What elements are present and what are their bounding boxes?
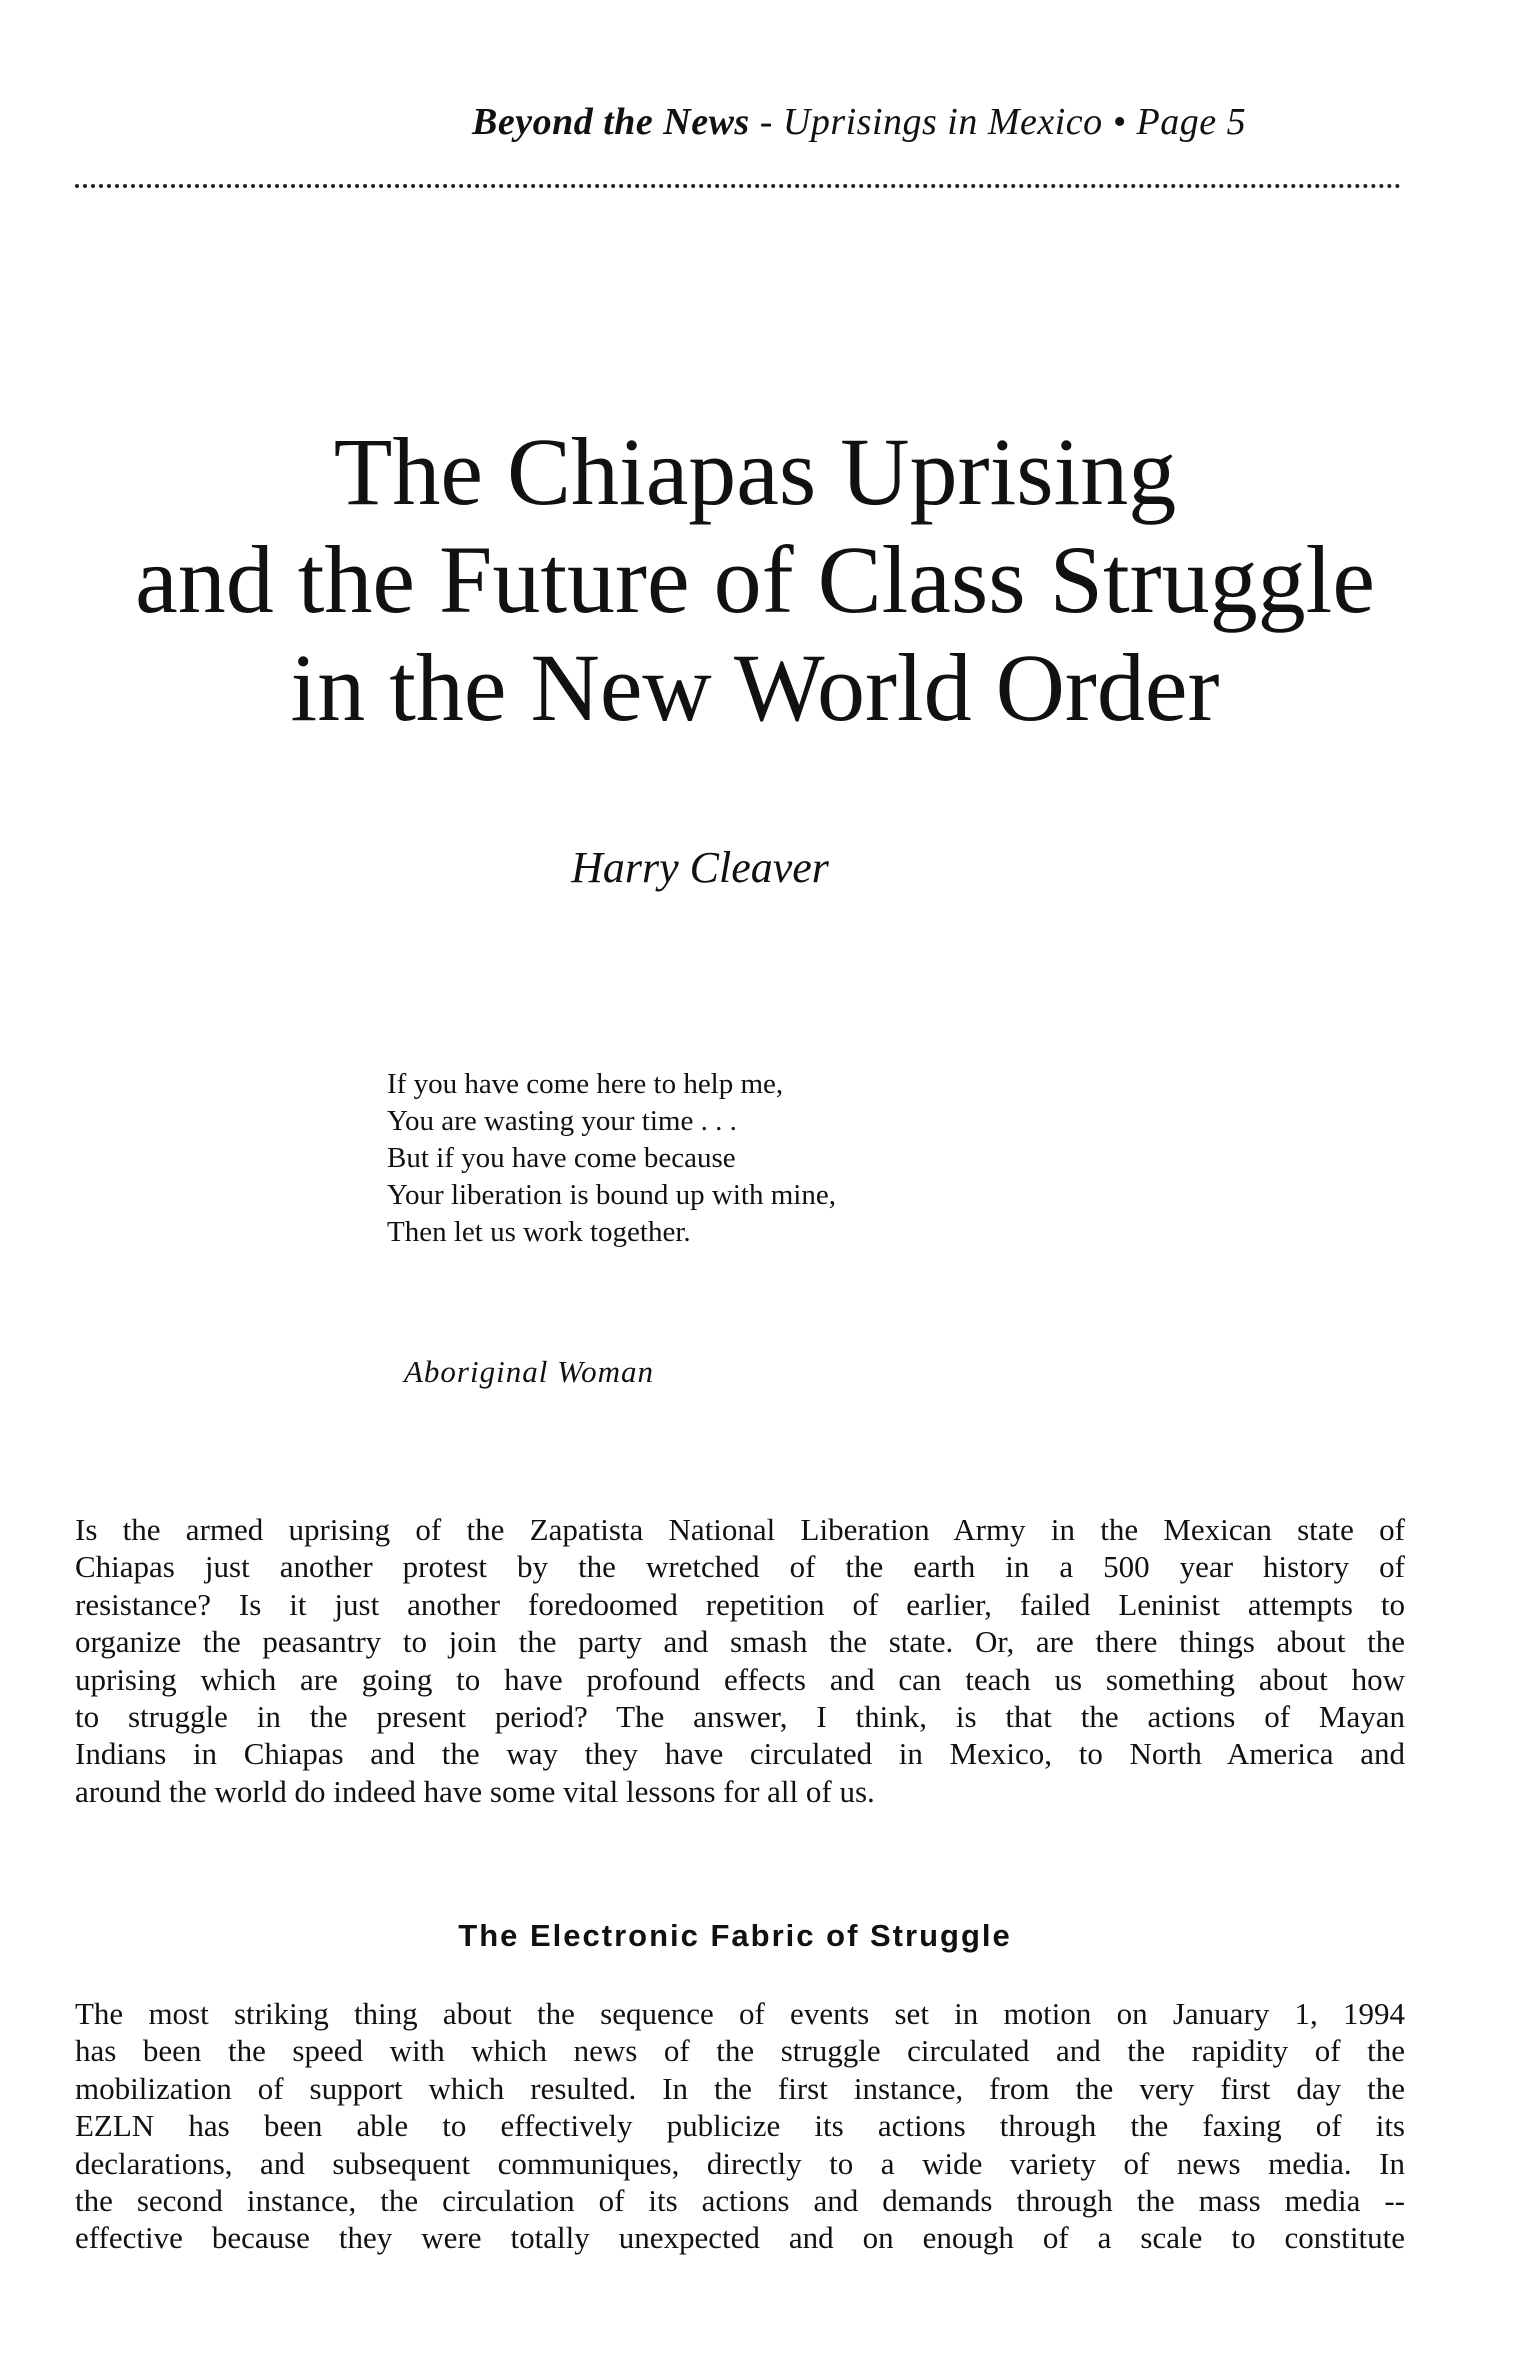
paragraph-line: mobilization of support which resulted. In the first instance, from the very first day the xyxy=(75,2070,1405,2106)
paragraph-line: Chiapas just another protest by the wretched of the earth in a 500 year history of xyxy=(75,1549,1405,1585)
paragraph-line: organize the peasantry to join the party and smash the state. Or, are there things about the xyxy=(75,1624,1405,1660)
poem-line: If you have come here to help me, xyxy=(387,1068,784,1100)
section-heading: The Electronic Fabric of Struggle xyxy=(458,1918,1012,1953)
paragraph-line: around the world do indeed have some vital lessons for all of us. xyxy=(75,1773,875,1809)
dotted-divider xyxy=(75,184,1401,188)
paragraph-line: to struggle in the present period? The answer, I think, is that the actions of Mayan xyxy=(75,1699,1405,1735)
paragraph-line: has been the speed with which news of the struggle circulated and the rapidity of the xyxy=(75,2033,1405,2069)
paragraph-line: uprising which are going to have profound effects and can teach us something about how xyxy=(75,1661,1405,1697)
page-number: Page 5 xyxy=(1136,101,1247,143)
intro-paragraph xyxy=(75,1511,1405,1810)
paragraph-line: the second instance, the circulation of its actions and demands through the mass media -- xyxy=(75,2183,1405,2219)
title-line: in the New World Order xyxy=(290,634,1220,741)
epigraph-attribution: Aboriginal Woman xyxy=(404,1354,654,1389)
article-title xyxy=(60,418,1450,742)
section-paragraph xyxy=(75,1995,1405,2257)
header-separator: - xyxy=(759,101,773,143)
poem-line: Then let us work together. xyxy=(387,1216,691,1248)
paragraph-line: Is the armed uprising of the Zapatista National Liberation Army in the Mexican state of xyxy=(75,1512,1405,1547)
header-bullet: • xyxy=(1112,101,1127,143)
paragraph-line: The most striking thing about the sequence of events set in motion on January 1, 1994 xyxy=(75,1996,1405,2031)
issue-title: Uprisings in Mexico xyxy=(782,101,1103,143)
poem-line: You are wasting your time . . . xyxy=(387,1105,737,1137)
publication-name: Beyond the News xyxy=(472,101,750,143)
paragraph-line: EZLN has been able to effectively publicize its actions through the faxing of its xyxy=(75,2108,1405,2144)
running-header xyxy=(472,100,1246,144)
title-line: The Chiapas Uprising xyxy=(333,418,1177,525)
epigraph-poem xyxy=(387,1066,836,1251)
paragraph-line: declarations, and subsequent communiques, directly to a wide variety of news media. In xyxy=(75,2145,1405,2181)
poem-line: Your liberation is bound up with mine, xyxy=(387,1179,836,1211)
paragraph-line: Indians in Chiapas and the way they have circulated in Mexico, to North America and xyxy=(75,1736,1405,1772)
paragraph-line: resistance? Is it just another foredoomed repetition of earlier, failed Leninist attempts to xyxy=(75,1586,1405,1622)
title-line: and the Future of Class Struggle xyxy=(135,526,1375,633)
author-byline: Harry Cleaver xyxy=(571,843,829,892)
paragraph-line: effective because they were totally unexpected and on enough of a scale to constitute xyxy=(75,2220,1405,2256)
poem-line: But if you have come because xyxy=(387,1142,736,1174)
